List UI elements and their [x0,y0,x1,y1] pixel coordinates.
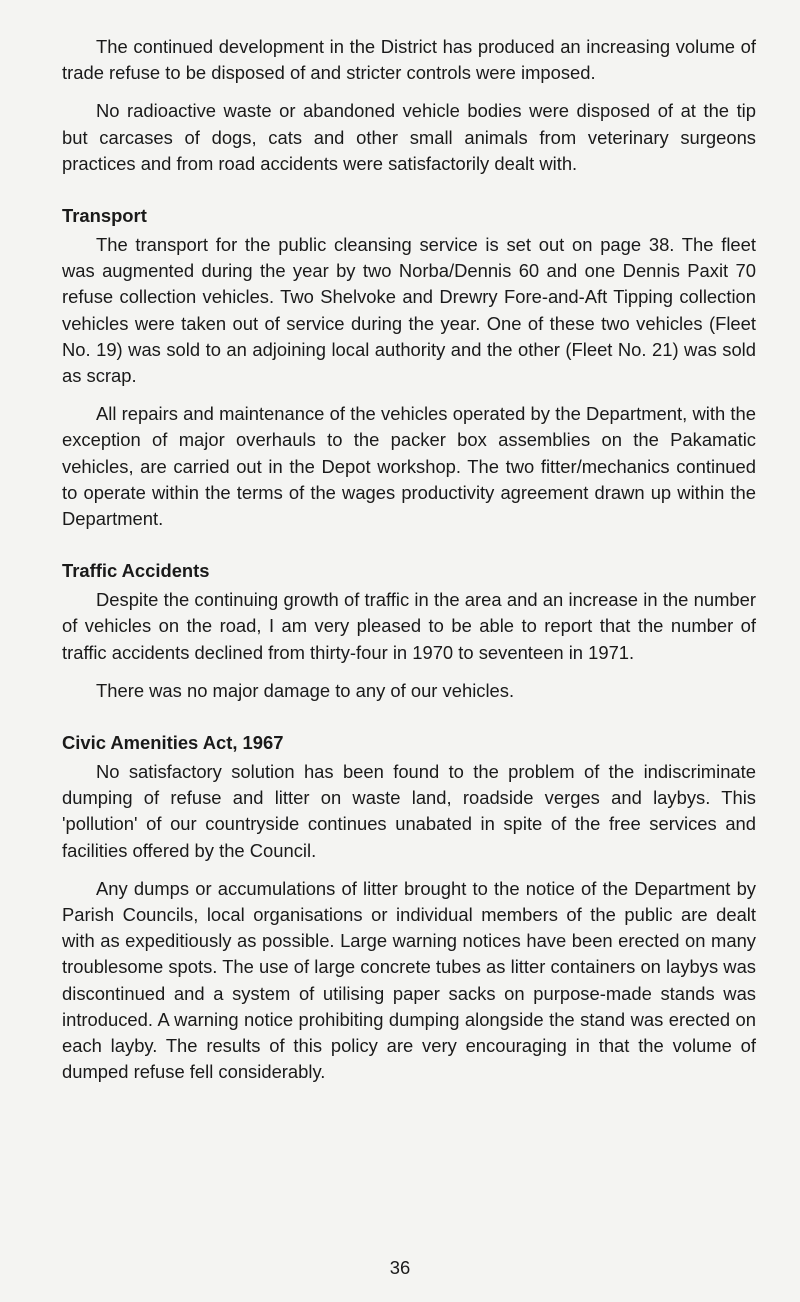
body-paragraph: There was no major damage to any of our vehicles. [96,679,515,701]
section-heading: Transport [62,205,147,227]
intro-section [62,34,756,177]
section-heading: Civic Amenities Act, 1967 [62,732,284,754]
body-paragraph: The transport for the public cleansing service is set out on page 38. The fleet was augmented during the year by two Norba/Dennis 60 and one Dennis Paxit 70 refuse collection vehicles. Two Shelvoke and Drewry Fore-and-Aft Tipping collection vehicles were taken out of service during the year. One of these two vehicles (Fleet No. 19) was sold to an adjoining local authority and the other (Fleet No. 21) was sold as scrap. [62,234,756,387]
transport-section [62,203,756,532]
body-paragraph: All repairs and maintenance of the vehicles operated by the Department, with the exception of major overhauls to the packer box assemblies on the Pakamatic vehicles, are carried out in the Depot workshop. The two fitter/mechanics continued to operate within the terms of the wages productivity agreement drawn up within the Department. [62,403,756,530]
civic-amenities-section [62,730,756,1085]
intro-paragraph: No radioactive waste or abandoned vehicle bodies were disposed of at the tip but carcases of dogs, cats and other small animals from veterinary surgeons practices and from road accidents were satisfactorily dealt with. [62,100,756,174]
section-heading: Traffic Accidents [62,560,210,582]
body-paragraph: No satisfactory solution has been found to the problem of the indiscriminate dumping of refuse and litter on waste land, roadside verges and laybys. This 'pollution' of our countryside continues unabated in spite of the free services and facilities offered by the Council. [62,761,756,861]
body-paragraph: Despite the continuing growth of traffic in the area and an increase in the number of vehicles on the road, I am very pleased to be able to report that the number of traffic accidents declined from thirty-four in 1970 to seventeen in 1971. [62,589,756,663]
body-paragraph: Any dumps or accumulations of litter brought to the notice of the Department by Parish Councils, local organisations or individual members of the public are dealt with as expeditiously as possible. Large warning notices have been erected on many troublesome spots. The use of large concrete tubes as litter containers on laybys was discontinued and a system of utilising paper sacks on purpose-made stands was introduced. A warning notice prohibiting dumping alongside the stand was erected on each layby. The results of this policy are very encouraging in that the volume of dumped refuse fell considerably. [62,877,756,1083]
intro-paragraph: The continued development in the District has produced an increasing volume of trade refuse to be disposed of and stricter controls were imposed. [62,36,756,84]
page-number: 36 [389,1257,411,1278]
document-page [62,34,756,1086]
traffic-accidents-section [62,558,756,704]
